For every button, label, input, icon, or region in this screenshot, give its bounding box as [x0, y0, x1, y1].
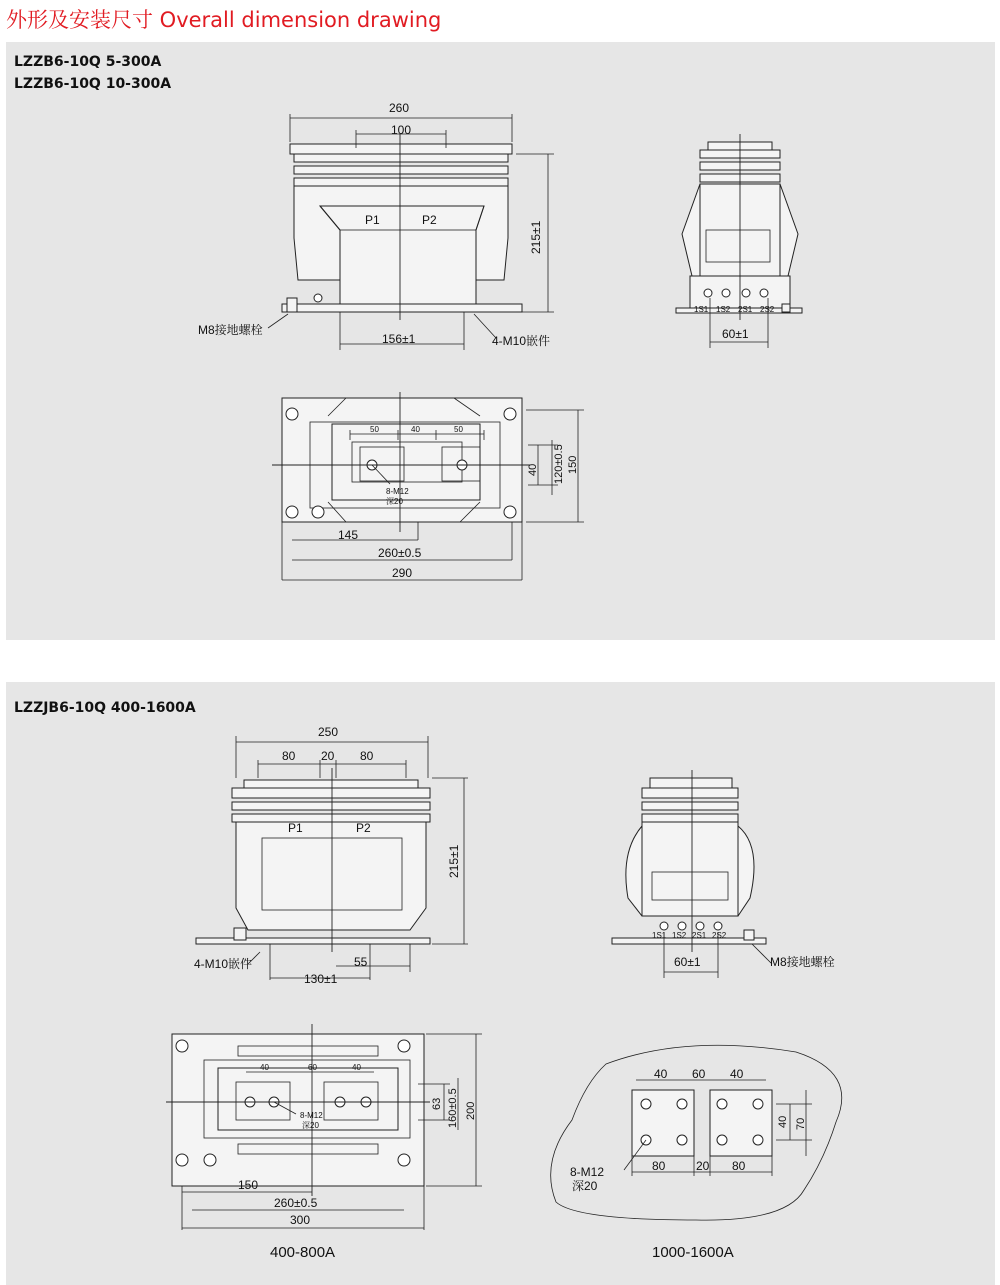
terminal-2s1-2: 2S1	[692, 931, 707, 940]
dim-70: 70	[795, 1117, 807, 1130]
dim-200: 200	[465, 1101, 477, 1120]
dim-100: 100	[391, 123, 412, 137]
dim-20: 20	[321, 749, 335, 763]
label-p1-2: P1	[288, 821, 303, 835]
label-p1: P1	[365, 213, 380, 227]
terminal-2s1: 2S1	[738, 305, 753, 314]
dim-150: 150	[567, 455, 579, 474]
dim-145: 145	[338, 528, 359, 542]
dim-40-d2: 40	[730, 1067, 744, 1081]
note-depth-1: 深20	[386, 497, 403, 506]
terminal-2s2: 2S2	[760, 305, 775, 314]
model-line-2: LZZB6-10Q 10-300A	[14, 76, 172, 92]
dim-300: 300	[290, 1213, 311, 1227]
panel-lzzjb6	[6, 682, 995, 1285]
dim-20-d: 20	[696, 1159, 710, 1173]
dim-60-d: 60	[692, 1067, 706, 1081]
label-ground-bolt-1: M8接地螺栓	[198, 323, 263, 337]
dim-80b: 80	[360, 749, 374, 763]
dim-60-p2: 60	[308, 1063, 317, 1072]
dim-290: 290	[392, 566, 413, 580]
front-view-1	[198, 101, 554, 350]
caption-1000-1600a: 1000-1600A	[652, 1244, 734, 1261]
model-line-3: LZZJB6-10Q 400-1600A	[14, 700, 196, 716]
dim-60-1: 60±1	[722, 327, 749, 341]
note-8m12-2: 8-M12	[300, 1111, 323, 1120]
note-8m12-3: 8-M12	[570, 1165, 605, 1179]
plan-view-1	[272, 392, 584, 580]
label-ground-bolt-2: M8接地螺栓	[770, 955, 835, 969]
panel-lzzb6	[6, 42, 995, 640]
dim-150-2: 150	[238, 1178, 259, 1192]
dim-60-2: 60±1	[674, 955, 701, 969]
terminal-1s2: 1S2	[716, 305, 731, 314]
dim-80-d2: 80	[732, 1159, 746, 1173]
dim-50b: 50	[454, 425, 463, 434]
drawing-section-1	[6, 42, 995, 640]
dim-40-d1: 40	[654, 1067, 668, 1081]
plan-view-2	[166, 1024, 482, 1230]
dim-260-05: 260±0.5	[378, 546, 422, 560]
dim-40v-1: 40	[527, 463, 539, 476]
detail-view-2	[551, 1045, 842, 1220]
dim-260-05-2: 260±0.5	[274, 1196, 318, 1210]
page-title: 外形及安装尺寸 Overall dimension drawing	[6, 8, 442, 32]
dim-40-dv: 40	[777, 1115, 789, 1128]
side-view-2	[612, 770, 835, 978]
label-p2-2: P2	[356, 821, 371, 835]
note-8m12-1: 8-M12	[386, 487, 409, 496]
dim-250: 250	[318, 725, 339, 739]
drawing-section-2	[6, 682, 995, 1285]
dim-40-p2b: 40	[352, 1063, 361, 1072]
front-view-2	[194, 725, 468, 986]
note-depth-3: 深20	[572, 1179, 598, 1193]
terminal-2s2-2: 2S2	[712, 931, 727, 940]
dim-120: 120±0.5	[553, 444, 565, 484]
dim-160: 160±0.5	[447, 1088, 459, 1128]
dim-80a: 80	[282, 749, 296, 763]
side-view-1	[676, 134, 802, 348]
terminal-1s1: 1S1	[694, 305, 709, 314]
terminal-1s2-2: 1S2	[672, 931, 687, 940]
dim-50a: 50	[370, 425, 379, 434]
dim-40-p2a: 40	[260, 1063, 269, 1072]
dim-63: 63	[431, 1097, 443, 1110]
dim-55: 55	[354, 955, 368, 969]
caption-400-800a: 400-800A	[270, 1244, 336, 1261]
label-insert-1: 4-M10嵌件	[492, 334, 551, 348]
note-depth-2: 深20	[302, 1121, 319, 1130]
dim-260: 260	[389, 101, 410, 115]
dim-215: 215±1	[529, 220, 543, 254]
terminal-1s1-2: 1S1	[652, 931, 667, 940]
label-insert-2: 4-M10嵌件	[194, 957, 253, 971]
dim-130: 130±1	[304, 972, 338, 986]
dim-40a: 40	[411, 425, 420, 434]
dim-156: 156±1	[382, 332, 416, 346]
dim-80-d1: 80	[652, 1159, 666, 1173]
label-p2: P2	[422, 213, 437, 227]
model-line-1: LZZB6-10Q 5-300A	[14, 54, 162, 70]
dim-215-2: 215±1	[447, 844, 461, 878]
